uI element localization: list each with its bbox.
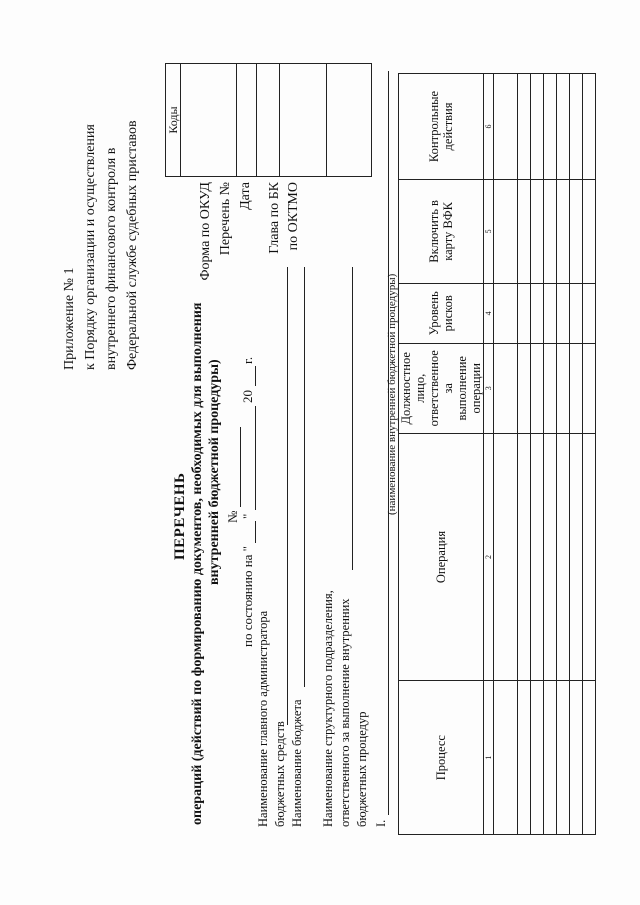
code-label-list-number: Перечень № (218, 182, 233, 256)
table-cell[interactable] (570, 74, 583, 180)
table-cell[interactable] (518, 283, 531, 343)
date-year-prefix: 20 (240, 390, 255, 403)
code-cell-okud[interactable] (181, 64, 237, 177)
section-roman-numeral: I. (374, 819, 388, 827)
table-cell[interactable] (544, 433, 557, 681)
table-cell[interactable] (570, 433, 583, 681)
table-cell[interactable] (518, 179, 531, 283)
header-risk-level: Уровень рисков (399, 283, 484, 343)
header-control-actions: Контрольные действия (399, 74, 484, 180)
date-prefix: по состоянию на " (240, 546, 255, 647)
table-cell[interactable] (531, 283, 544, 343)
table-cell[interactable] (583, 433, 596, 681)
table-cell[interactable] (557, 343, 570, 433)
table-cell[interactable] (570, 179, 583, 283)
table-row (583, 74, 596, 835)
table-cell[interactable] (557, 681, 570, 835)
table-cell[interactable] (544, 179, 557, 283)
code-cell-list-number[interactable] (237, 64, 257, 177)
table-row (557, 74, 570, 835)
number-prefix: № (225, 510, 240, 523)
table-row (518, 74, 531, 835)
column-number-4: 4 (484, 283, 494, 343)
table-cell[interactable] (494, 283, 518, 343)
table-cell[interactable] (531, 74, 544, 180)
code-label-oktmo: по ОКТМО (286, 182, 301, 251)
code-cell-oktmo[interactable] (327, 64, 372, 177)
table-cell[interactable] (557, 179, 570, 283)
table-cell[interactable] (570, 343, 583, 433)
unit-underline (352, 267, 353, 570)
budget-label: Наименование бюджета (290, 699, 304, 827)
date-mid-quote: " (240, 513, 255, 519)
unit-label-line-1: Наименование структурного подразделения, (321, 590, 335, 827)
column-number-6: 6 (484, 74, 494, 180)
code-cell-budget-chapter[interactable] (280, 64, 327, 177)
admin-label-line-2: бюджетных средств (273, 721, 287, 827)
column-number-5: 5 (484, 179, 494, 283)
table-cell[interactable] (544, 681, 557, 835)
table-cell[interactable] (518, 433, 531, 681)
header-include-map: Включить в карту ВФК (399, 179, 484, 283)
date-year-underline (255, 366, 256, 386)
table-cell[interactable] (544, 283, 557, 343)
procedure-caption: (наименование внутренней бюджетной процедуры) (386, 273, 398, 515)
table-cell[interactable] (544, 343, 557, 433)
codes-table (165, 63, 372, 177)
table-row (531, 74, 544, 835)
table-cell[interactable] (531, 343, 544, 433)
table-cell[interactable] (557, 283, 570, 343)
table-cell[interactable] (583, 343, 596, 433)
table-cell[interactable] (518, 74, 531, 180)
document-subtitle-1: операций (действий по формированию документов, необходимых для выполнения (190, 302, 205, 825)
table-row (544, 74, 557, 835)
column-number-1: 1 (484, 681, 494, 835)
appendix-line-4: Федеральной службе судебных приставов (125, 120, 140, 370)
table-cell[interactable] (531, 179, 544, 283)
table-cell[interactable] (494, 179, 518, 283)
document-title: ПЕРЕЧЕНЬ (172, 472, 188, 560)
number-underline (240, 427, 241, 507)
admin-label-line-1: Наименование главного администратора (256, 610, 270, 827)
header-responsible: Должностное лицо, ответственное за выполнение операции (399, 343, 484, 433)
table-cell[interactable] (583, 681, 596, 835)
codes-header: Коды (166, 64, 181, 177)
table-row (570, 74, 583, 835)
code-label-budget-chapter: Глава по БК (267, 182, 282, 254)
date-suffix: г. (240, 356, 255, 364)
appendix-line-2: к Порядку организации и осуществления (83, 124, 98, 370)
table-cell[interactable] (557, 74, 570, 180)
table-cell[interactable] (583, 179, 596, 283)
unit-label-line-3: бюджетных процедур (355, 711, 369, 827)
table-cell[interactable] (570, 681, 583, 835)
code-label-okud: Форма по ОКУД (198, 182, 213, 281)
table-cell[interactable] (583, 74, 596, 180)
table-cell[interactable] (557, 433, 570, 681)
table-row (494, 74, 518, 835)
unit-label-line-2: ответственного за выполнение внутренних (338, 598, 352, 827)
table-cell[interactable] (531, 681, 544, 835)
code-cell-date[interactable] (257, 64, 280, 177)
header-operation: Операция (399, 433, 484, 681)
table-cell[interactable] (518, 343, 531, 433)
appendix-line-1: Приложение № 1 (62, 267, 77, 370)
appendix-line-3: внутреннего финансового контроля в (104, 147, 119, 370)
budget-underline (304, 267, 305, 687)
document-subtitle-2: внутренней бюджетной процедуры) (207, 359, 222, 585)
admin-underline (287, 267, 288, 725)
table-cell[interactable] (494, 681, 518, 835)
column-number-3: 3 (484, 343, 494, 433)
table-header-row (399, 74, 484, 835)
table-cell[interactable] (531, 433, 544, 681)
column-number-2: 2 (484, 433, 494, 681)
date-month-underline (255, 406, 256, 510)
table-cell[interactable] (494, 343, 518, 433)
table-numbers-row (484, 74, 494, 835)
code-label-date: Дата (238, 182, 253, 210)
table-cell[interactable] (544, 74, 557, 180)
header-process: Процесс (399, 681, 484, 835)
table-cell[interactable] (494, 74, 518, 180)
table-cell[interactable] (518, 681, 531, 835)
table-cell[interactable] (570, 283, 583, 343)
operations-table (398, 73, 596, 835)
table-cell[interactable] (583, 283, 596, 343)
table-cell[interactable] (494, 433, 518, 681)
date-day-underline (255, 521, 256, 543)
